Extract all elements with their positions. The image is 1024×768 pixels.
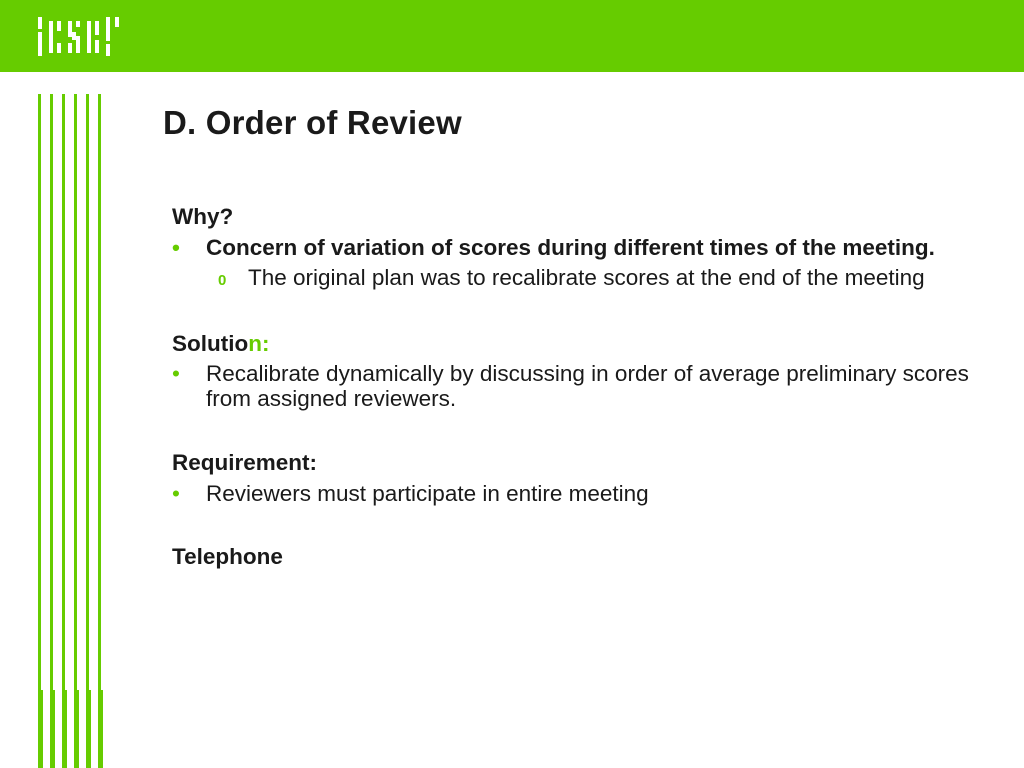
slide-body <box>172 204 972 569</box>
sub-bullet-icon: 0 <box>218 272 227 289</box>
header-band <box>0 0 1024 72</box>
requirement-bullet-text: Reviewers must participate in entire meeting <box>206 481 649 506</box>
why-bullet-text: Concern of variation of scores during different times of the meeting. <box>206 235 935 260</box>
solution-heading-part1: Solutio <box>172 331 249 356</box>
solution-heading-part2: n: <box>248 331 270 356</box>
why-bullet <box>172 235 972 260</box>
solution-bullet-text: Recalibrate dynamically by discussing in order of average preliminary scores from assigned reviewers. <box>206 361 969 411</box>
requirement-bullet <box>172 481 972 506</box>
why-heading: Why? <box>172 204 234 229</box>
bullet-icon: • <box>172 481 180 506</box>
decorative-stripes <box>38 94 112 768</box>
why-sub-bullet-text: The original plan was to recalibrate scores at the end of the meeting <box>248 265 925 290</box>
slide-title: D. Order of Review <box>163 104 462 141</box>
telephone-heading: Telephone <box>172 544 283 569</box>
solution-heading <box>172 331 972 356</box>
bullet-icon: • <box>172 361 180 386</box>
bullet-icon: • <box>172 235 180 260</box>
csr-logo-icon <box>36 14 126 58</box>
solution-bullet <box>172 361 972 411</box>
requirement-heading: Requirement: <box>172 450 318 475</box>
why-sub-bullet <box>172 265 972 290</box>
